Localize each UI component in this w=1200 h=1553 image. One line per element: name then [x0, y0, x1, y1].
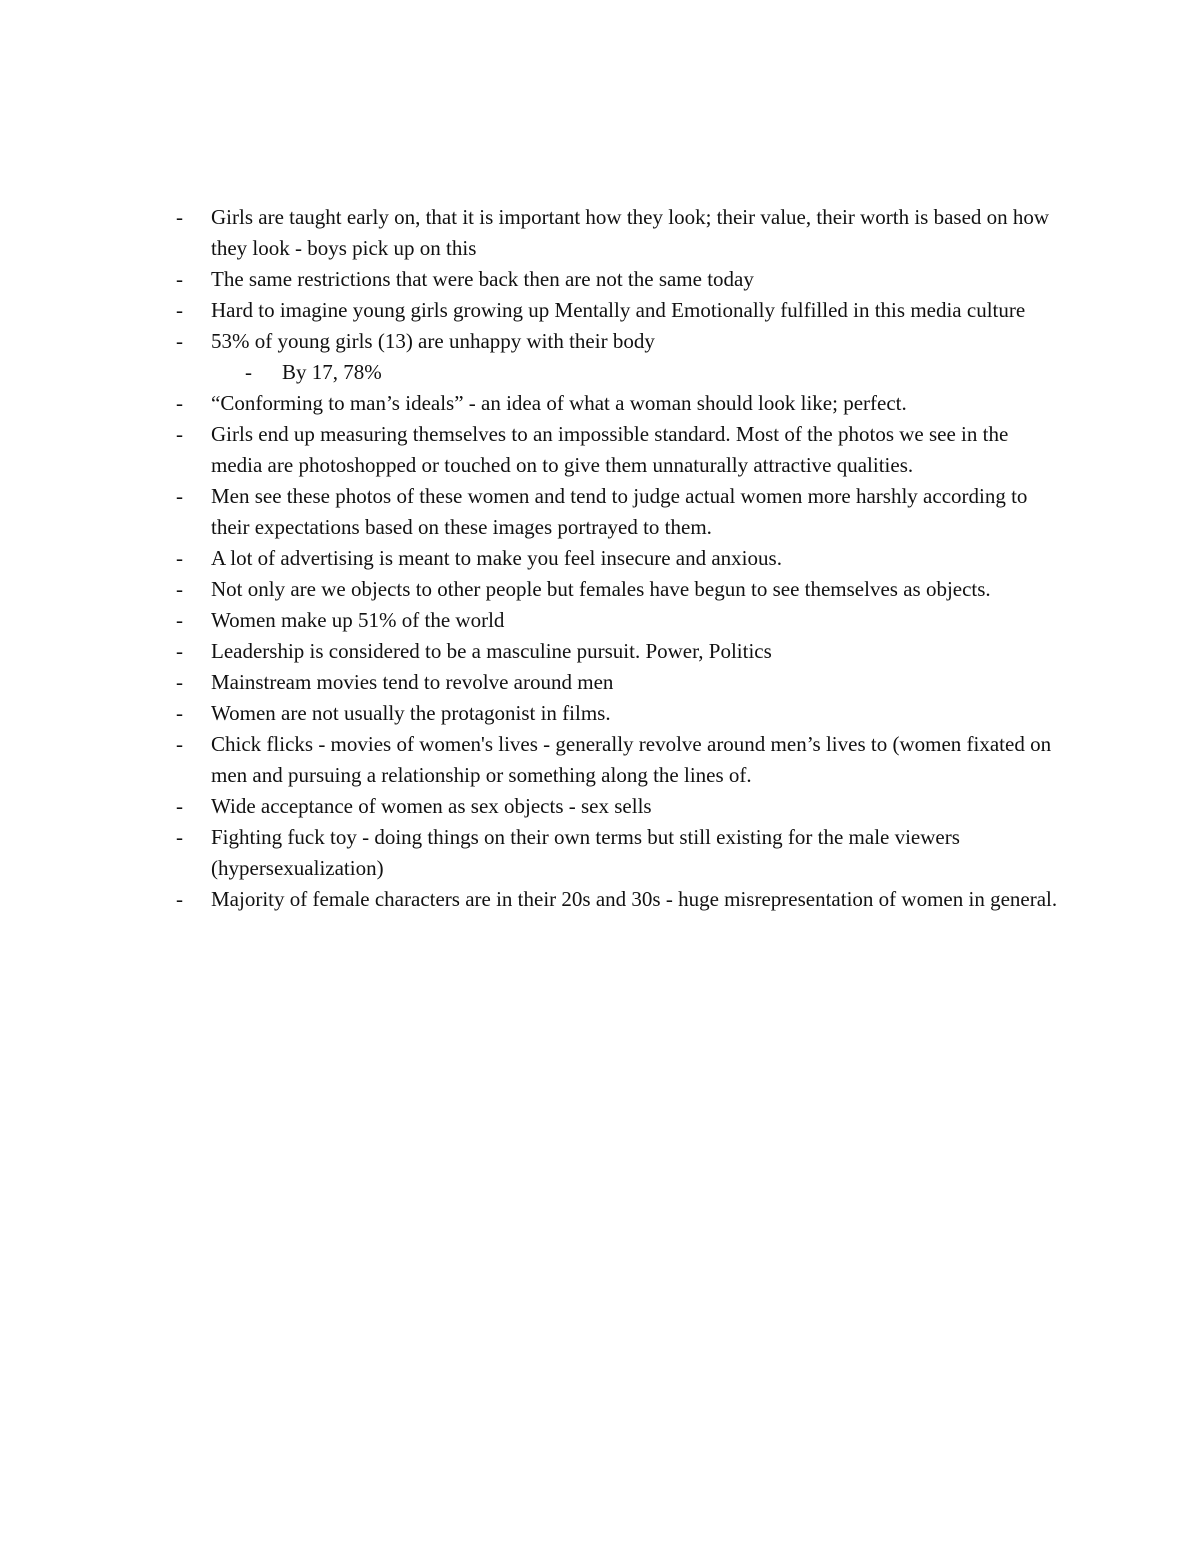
- list-item: [176, 698, 1076, 729]
- dash-bullet: -: [176, 298, 183, 322]
- list-item: [176, 388, 1076, 419]
- dash-bullet: -: [176, 825, 183, 849]
- dash-bullet: -: [176, 670, 183, 694]
- list-item-text: “Conforming to man’s ideals” - an idea of what a woman should look like; perfect.: [211, 391, 907, 415]
- sub-list-item: [176, 357, 1076, 388]
- list-item-text: 53% of young girls (13) are unhappy with their body: [211, 329, 655, 353]
- list-item: [176, 729, 1076, 791]
- dash-bullet: -: [176, 732, 183, 756]
- list-item: [176, 822, 1076, 884]
- list-item-text: The same restrictions that were back then are not the same today: [211, 267, 754, 291]
- list-item-text: A lot of advertising is meant to make you feel insecure and anxious.: [211, 546, 782, 570]
- dash-bullet: -: [245, 360, 252, 384]
- list-item: [176, 202, 1076, 264]
- dash-bullet: -: [176, 887, 183, 911]
- list-item-text: Not only are we objects to other people but females have begun to see themselves as objects.: [211, 577, 991, 601]
- dash-bullet: -: [176, 546, 183, 570]
- list-item-text: Majority of female characters are in their 20s and 30s - huge misrepresentation of women in general.: [211, 887, 1058, 911]
- list-item-text: Women make up 51% of the world: [211, 608, 505, 632]
- list-item: [176, 264, 1076, 295]
- list-item-text: Fighting fuck toy - doing things on their own terms but still existing for the male viewers (hypersexualization): [211, 825, 960, 880]
- dash-bullet: -: [176, 391, 183, 415]
- list-item-text: Wide acceptance of women as sex objects - sex sells: [211, 794, 652, 818]
- list-item: [176, 574, 1076, 605]
- dash-bullet: -: [176, 422, 183, 446]
- dash-bullet: -: [176, 701, 183, 725]
- list-item: [176, 884, 1076, 915]
- notes-list: [176, 202, 1076, 915]
- list-item: [176, 295, 1076, 326]
- dash-bullet: -: [176, 608, 183, 632]
- list-item: [176, 636, 1076, 667]
- list-item-text: Hard to imagine young girls growing up Mentally and Emotionally fulfilled in this media culture: [211, 298, 1026, 322]
- list-item: [176, 791, 1076, 822]
- list-item-text: Leadership is considered to be a masculine pursuit. Power, Politics: [211, 639, 772, 663]
- dash-bullet: -: [176, 577, 183, 601]
- list-item-text: By 17, 78%: [282, 360, 382, 384]
- list-item-text: Men see these photos of these women and tend to judge actual women more harshly according to their expectations based on these images portrayed to them.: [211, 484, 1028, 539]
- list-item-text: Chick flicks - movies of women's lives - generally revolve around men’s lives to (women fixated on men and pursuing a relationship or something along the lines of.: [211, 732, 1052, 787]
- list-item-text: Mainstream movies tend to revolve around men: [211, 670, 614, 694]
- list-item: [176, 667, 1076, 698]
- list-item: [176, 605, 1076, 636]
- list-item: [176, 543, 1076, 574]
- dash-bullet: -: [176, 267, 183, 291]
- list-item-text: Women are not usually the protagonist in films.: [211, 701, 611, 725]
- dash-bullet: -: [176, 205, 183, 229]
- dash-bullet: -: [176, 639, 183, 663]
- list-item-text: Girls are taught early on, that it is important how they look; their value, their worth is based on how they look - boys pick up on this: [211, 205, 1050, 260]
- list-item: [176, 326, 1076, 357]
- dash-bullet: -: [176, 329, 183, 353]
- list-item: [176, 419, 1076, 481]
- list-item: [176, 481, 1076, 543]
- list-item-text: Girls end up measuring themselves to an impossible standard. Most of the photos we see in the media are photoshopped or touched on to give them unnaturally attractive qualities.: [211, 422, 1009, 477]
- dash-bullet: -: [176, 794, 183, 818]
- dash-bullet: -: [176, 484, 183, 508]
